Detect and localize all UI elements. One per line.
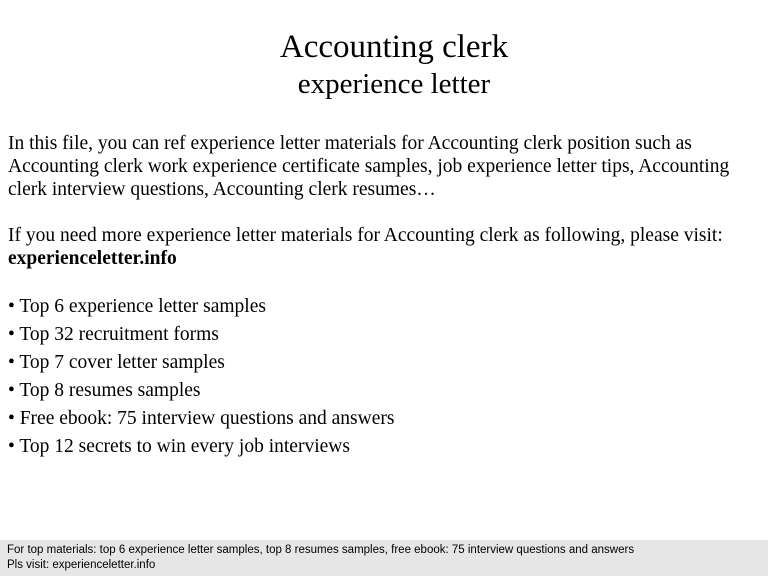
footer-line-1: For top materials: top 6 experience letter samples, top 8 resumes samples, free ebook: 75 interview questions and answers: [7, 544, 635, 556]
title-line-1: Accounting clerk: [279, 29, 509, 65]
materials-list: [8, 293, 764, 461]
title-line-2: experience letter: [297, 68, 491, 100]
more-materials-paragraph: [8, 224, 764, 270]
list-item: • Free ebook: 75 interview questions and answers: [8, 408, 395, 429]
footer-bar: [0, 540, 768, 576]
site-link[interactable]: experienceletter.info: [8, 248, 177, 269]
page-title: [0, 28, 768, 102]
list-item: • Top 32 recruitment forms: [8, 324, 219, 345]
document-body: [8, 132, 764, 461]
list-item: • Top 12 secrets to win every job interviews: [8, 436, 350, 457]
list-item: • Top 8 resumes samples: [8, 380, 201, 401]
list-item: • Top 7 cover letter samples: [8, 352, 225, 373]
list-item: • Top 6 experience letter samples: [8, 296, 266, 317]
intro-paragraph: In this file, you can ref experience letter materials for Accounting clerk position such as Accounting clerk work experience certificate samples, job experience letter tips, Accounting clerk interview questions, Accounting clerk resumes…: [8, 133, 730, 200]
more-materials-text: If you need more experience letter materials for Accounting clerk as following, please visit:: [8, 225, 723, 246]
footer-line-2: Pls visit: experienceletter.info: [7, 559, 156, 571]
